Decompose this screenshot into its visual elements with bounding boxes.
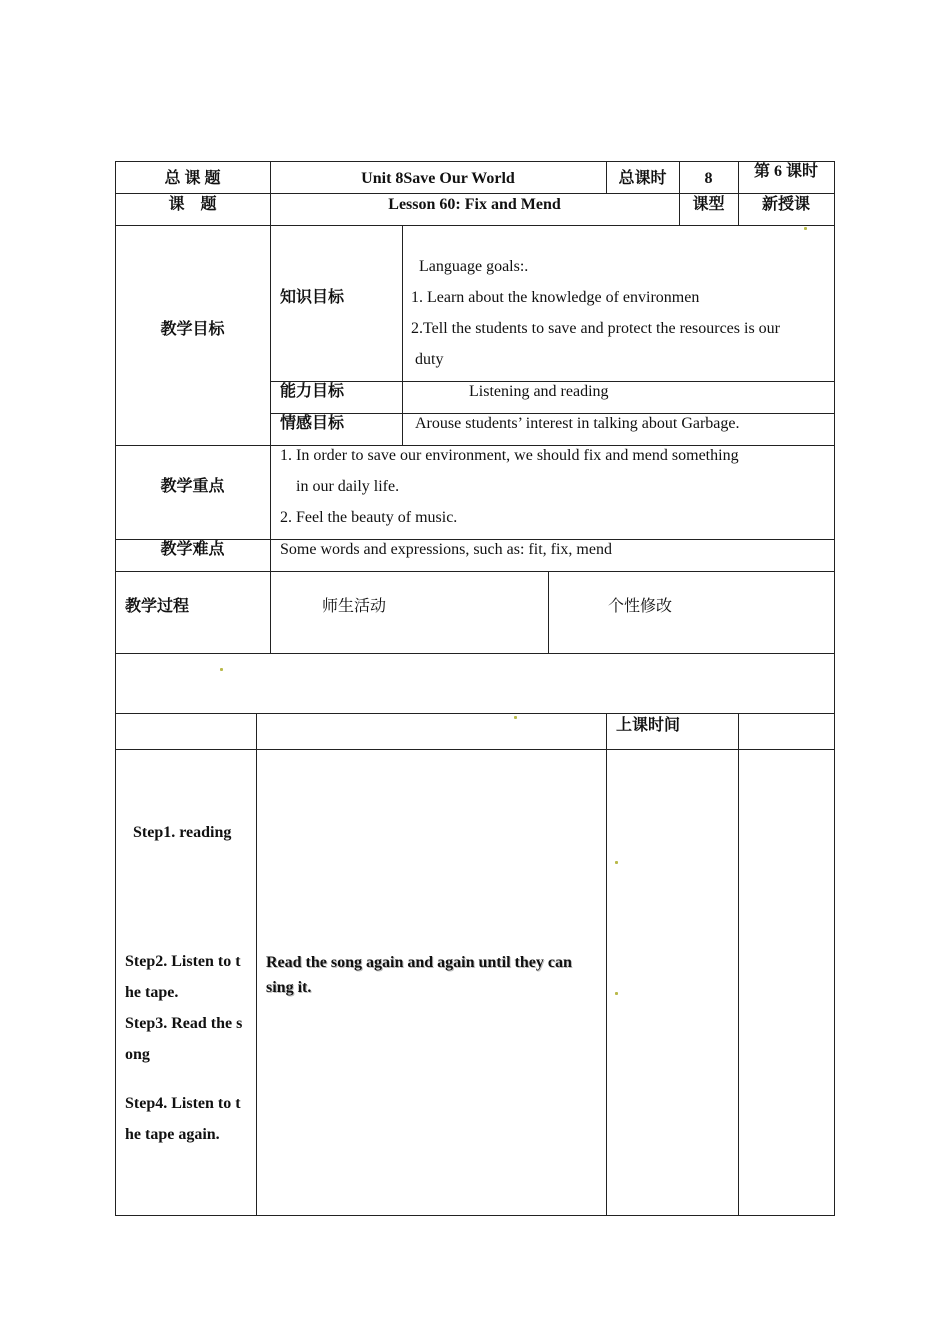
total-topic-value: Unit 8Save Our World: [361, 170, 515, 187]
class-time-label: 上课时间: [616, 717, 681, 734]
knowledge-line-2: 1. Learn about the knowledge of environmen: [411, 289, 700, 306]
step3-line-2: ong: [125, 1046, 150, 1063]
key-point-line-2: in our daily life.: [296, 478, 400, 495]
activity-line-2: sing it.: [266, 979, 312, 996]
key-points-label: 教学重点: [160, 478, 225, 495]
goals-label: 教学目标: [160, 321, 225, 338]
step3-line-1: Step3. Read the s: [125, 1015, 243, 1032]
type-value: 新授课: [761, 196, 810, 213]
step2-line-2: he tape.: [125, 984, 179, 1001]
knowledge-line-1: Language goals:.: [419, 258, 529, 275]
type-label: 课型: [692, 196, 725, 213]
speckle-mark: [804, 227, 807, 230]
speckle-mark: [615, 861, 618, 864]
revision-label: 个性修改: [608, 598, 673, 615]
ability-label: 能力目标: [280, 383, 345, 400]
step1-text: Step1. reading: [133, 824, 232, 841]
process-label: 教学过程: [125, 598, 190, 615]
emotion-label: 情感目标: [280, 415, 345, 432]
key-point-line-1: 1. In order to save our environment, we should fix and mend something: [280, 447, 739, 464]
key-point-line-3: 2. Feel the beauty of music.: [280, 509, 458, 526]
speckle-mark: [615, 992, 618, 995]
speckle-mark: [514, 716, 517, 719]
topic-label: 课 题: [168, 196, 217, 213]
total-hours-value: 8: [704, 170, 713, 187]
emotion-value: Arouse students’ interest in talking about Garbage.: [415, 415, 740, 432]
activity-label: 师生活动: [322, 598, 387, 615]
knowledge-line-4: duty: [415, 351, 444, 368]
step2-line-1: Step2. Listen to t: [125, 953, 241, 970]
knowledge-label: 知识目标: [280, 289, 345, 306]
ability-value: Listening and reading: [469, 383, 609, 400]
topic-value: Lesson 60: Fix and Mend: [388, 196, 561, 213]
difficulties-value: Some words and expressions, such as: fit, fix, mend: [280, 541, 612, 558]
knowledge-line-3: 2.Tell the students to save and protect the resources is our: [411, 320, 780, 337]
total-hours-label: 总课时: [618, 170, 667, 187]
step4-line-2: he tape again.: [125, 1126, 220, 1143]
step4-line-1: Step4. Listen to t: [125, 1095, 241, 1112]
difficulties-label: 教学难点: [160, 541, 225, 558]
speckle-mark: [220, 668, 223, 671]
total-topic-label: 总 课 题: [164, 170, 221, 187]
lesson-index: 第 6 课时: [753, 163, 818, 180]
activity-line-1: Read the song again and again until they can: [266, 954, 572, 971]
